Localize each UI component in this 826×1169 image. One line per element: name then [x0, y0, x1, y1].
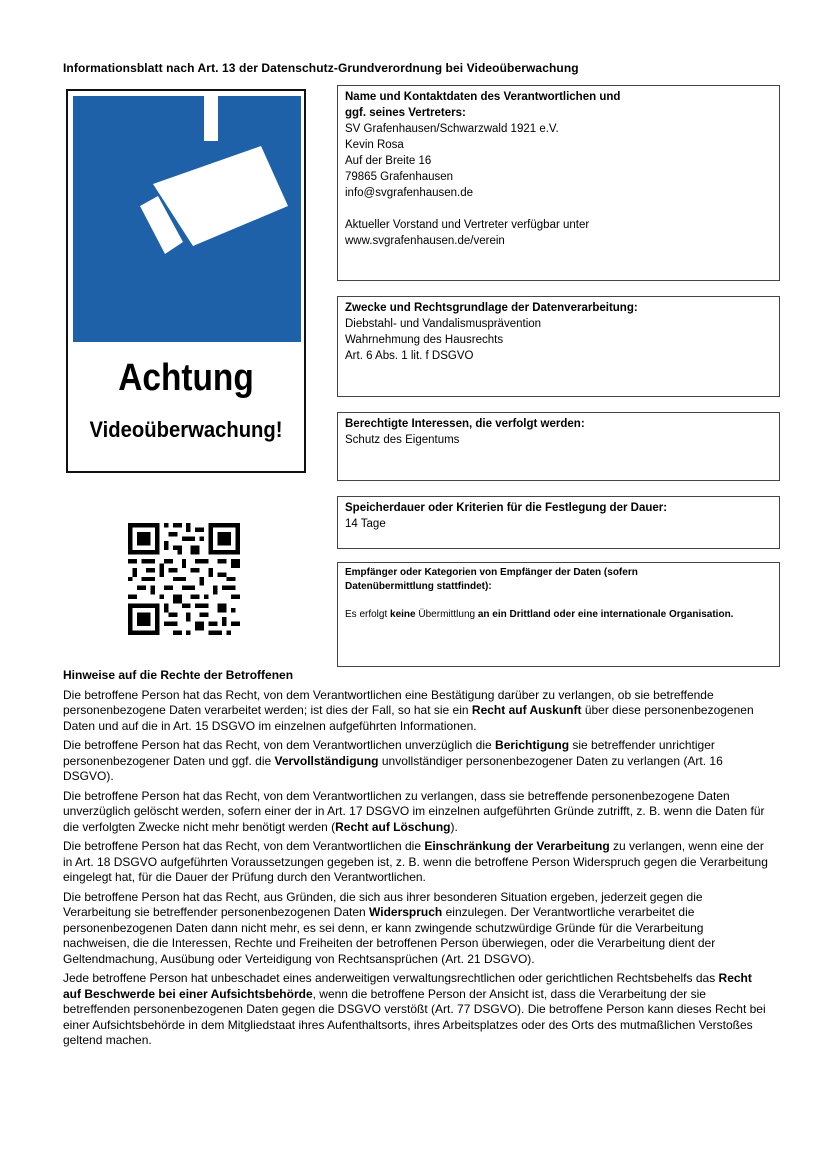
right-rectification: Die betroffene Person hat das Recht, von dem Verantwortlichen unverzüglich die Berichtigung sie betreffender unrichtiger personenbezogener Daten und ggf. die Vervollständigung unvollständiger personenbezogener Daten zu verlangen (Art. 16 DSGVO).	[63, 738, 723, 783]
recipients-heading-1: Empfänger oder Kategorien von Empfänger der Daten (sofern	[345, 567, 638, 578]
controller-city: 79865 Grafenhausen	[345, 171, 454, 183]
interests-line-1: Schutz des Eigentums	[345, 434, 460, 446]
controller-box	[337, 85, 780, 281]
recipients-text: Es erfolgt keine Übermittlung an ein Drittland oder eine internationale Organisation.	[345, 609, 734, 620]
controller-org: SV Grafenhausen/Schwarzwald 1921 e.V.	[345, 123, 559, 135]
purpose-heading: Zwecke und Rechtsgrundlage der Datenverarbeitung:	[345, 302, 638, 314]
sign-blue-panel	[73, 96, 301, 342]
purpose-box	[337, 296, 780, 397]
controller-street: Auf der Breite 16	[345, 155, 432, 167]
storage-box	[337, 496, 780, 549]
right-objection: Die betroffene Person hat das Recht, aus Gründen, die sich aus ihrer besonderen Situation ergeben, jederzeit gegen die Verarbeitung sie betreffender personenbezogenen Daten Widerspruch einzulegen. Der Verantwortliche verarbeitet die personenbezogenen Daten dann nicht mehr, es sei denn, er kann zwingende schutzwürdige Gründe für die Verarbeitung nachweisen, die die Interessen, Rechte und Freiheiten der betroffenen Person überwiegen, oder die Verarbeitung dient der Geltendmachung, Ausübung oder Verteidigung von Rechtsansprüchen (Art. 21 DSGVO).	[63, 889, 716, 966]
purpose-line-1: Diebstahl- und Vandalismusprävention	[345, 318, 542, 330]
right-erasure: Die betroffene Person hat das Recht, von dem Verantwortlichen zu verlangen, dass sie betreffende personenbezogene Daten unverzüglich gelöscht werden, sofern einer der in Art. 17 DSGVO im einzelnen aufgeführten Gründe zutrifft, z. B. wenn die Daten für die verfolgten Zwecke nicht mehr benötigt werden (Recht auf Löschung).	[63, 788, 765, 834]
recipients-box	[337, 562, 780, 667]
controller-note-1: Aktueller Vorstand und Vertreter verfügbar unter	[345, 219, 590, 231]
qr-code-icon	[128, 523, 240, 635]
rights-section	[63, 668, 768, 1053]
purpose-line-3: Art. 6 Abs. 1 lit. f DSGVO	[345, 350, 474, 362]
purpose-line-2: Wahrnehmung des Hausrechts	[345, 334, 504, 346]
video-surveillance-sign	[66, 89, 306, 473]
controller-name: Kevin Rosa	[345, 139, 404, 151]
rights-heading: Hinweise auf die Rechte der Betroffenen	[63, 668, 294, 682]
interests-box	[337, 412, 780, 481]
controller-note-2: www.svgrafenhausen.de/verein	[345, 235, 505, 247]
sign-line-achtung: Achtung	[118, 357, 254, 399]
storage-line-1: 14 Tage	[345, 518, 386, 530]
controller-heading-1: Name und Kontaktdaten des Verantwortlichen und	[345, 91, 621, 103]
storage-heading: Speicherdauer oder Kriterien für die Festlegung der Dauer:	[345, 502, 668, 514]
interests-heading: Berechtigte Interessen, die verfolgt werden:	[345, 418, 585, 430]
right-access: Die betroffene Person hat das Recht, von dem Verantwortlichen eine Bestätigung darüber zu verlangen, ob sie betreffende personenbezogene Daten verarbeitet werden; ist dies der Fall, so hat sie ein Recht auf Auskunft über diese personenbezogenen Daten und auf die in Art. 15 DSGVO im einzelnen aufgeführten Informationen.	[63, 687, 754, 733]
right-restriction: Die betroffene Person hat das Recht, von dem Verantwortlichen die Einschränkung der Verarbeitung zu verlangen, wenn eine der in Art. 18 DSGVO aufgeführten Voraussetzungen gegeben ist, z. B. wenn die betroffene Person Widerspruch gegen die Verarbeitung eingelegt hat, für die Dauer der Prüfung durch den Verantwortlichen.	[63, 839, 768, 884]
sign-line-video: Videoüberwachung!	[89, 417, 283, 442]
controller-email: info@svgrafenhausen.de	[345, 187, 474, 199]
right-complaint: Jede betroffene Person hat unbeschadet eines anderweitigen verwaltungsrechtlichen oder gerichtlichen Rechtsbehelfs das Recht auf Beschwerde bei einer Aufsichtsbehörde, wenn die betroffene Person der Ansicht ist, dass die Verarbeitung der sie betreffenden personenbezogenen Daten gegen die DSGVO verstößt (Art. 77 DSGVO). Die betroffene Person kann dieses Recht bei einer Aufsichtsbehörde in dem Mitgliedstaat ihres Aufenthaltsorts, ihres Arbeitsplatzes oder des Orts des mutmaßlichen Verstoßes geltend machen.	[63, 971, 766, 1047]
camera-icon	[73, 96, 301, 342]
controller-heading-2: ggf. seines Vertreters:	[345, 107, 466, 119]
recipients-heading-2: Datenübermittlung stattfindet):	[345, 581, 492, 592]
document-title: Informationsblatt nach Art. 13 der Datenschutz-Grundverordnung bei Videoüberwachung	[63, 61, 579, 75]
